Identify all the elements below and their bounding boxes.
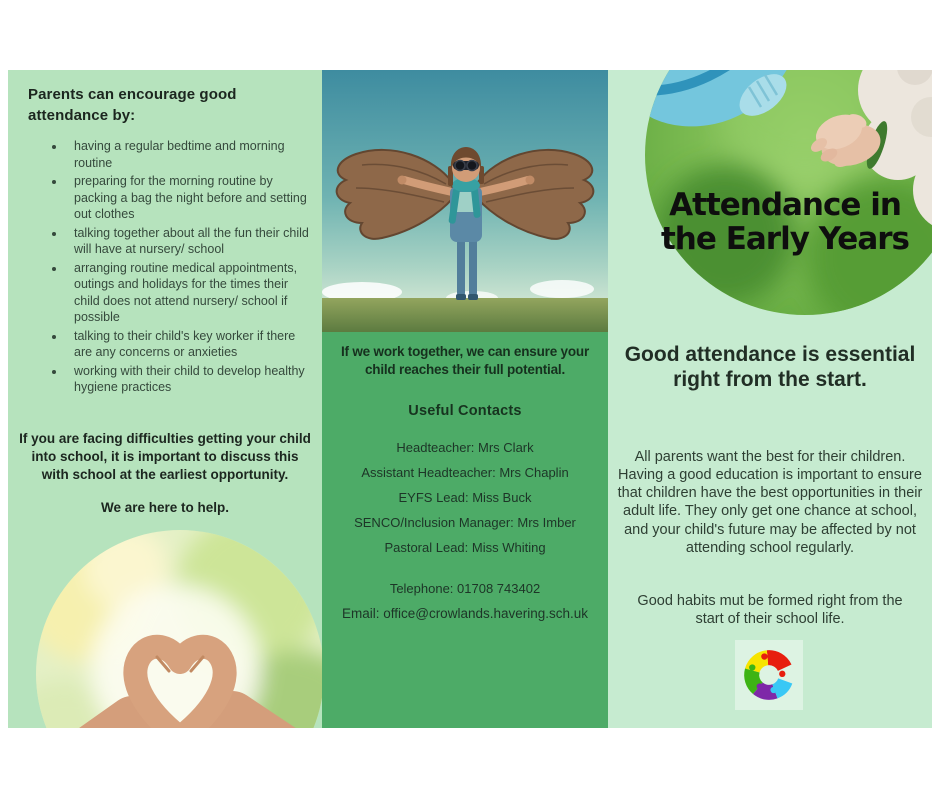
contact-line: SENCO/Inclusion Manager: Mrs Imber bbox=[354, 514, 576, 530]
attendance-tips-list bbox=[66, 138, 314, 396]
puzzle-c-logo bbox=[735, 640, 803, 710]
list-item: • talking together about all the fun their child will have at nursery/ school bbox=[66, 225, 314, 258]
telephone-line: Telephone: 01708 743402 bbox=[389, 580, 541, 596]
brochure-title: Attendance in the Early Years bbox=[660, 187, 909, 258]
middle-panel bbox=[322, 70, 608, 728]
list-item: • arranging routine medical appointments, outings and holidays for the times their child does not attend nursery/ school if possible bbox=[66, 260, 314, 326]
contact-line: Assistant Headteacher: Mrs Chaplin bbox=[361, 464, 569, 480]
message-text: If we work together, we can ensure your child reaches their full potential. bbox=[340, 344, 590, 377]
list-item: • preparing for the morning routine by packing a bag the night before and setting out clothes bbox=[66, 173, 314, 223]
left-panel-heading: Parents can encourage good attendance by: bbox=[28, 86, 237, 124]
email-line: Email: office@crowlands.havering.sch.uk bbox=[341, 605, 589, 621]
left-panel bbox=[8, 70, 322, 728]
contact-line: EYFS Lead: Miss Buck bbox=[398, 489, 532, 505]
list-item: • working with their child to develop healthy hygiene practices bbox=[66, 363, 314, 396]
brochure bbox=[8, 70, 932, 728]
list-item: • having a regular bedtime and morning routine bbox=[66, 138, 314, 171]
body-paragraph: Good habits mut be formed right from the start of their school life. bbox=[637, 593, 903, 628]
contact-line: Headteacher: Mrs Clark bbox=[396, 439, 534, 455]
heart-hands-photo bbox=[36, 530, 322, 728]
list-item: • talking to their child's key worker if there are any concerns or anxieties bbox=[66, 328, 314, 361]
right-panel bbox=[608, 70, 932, 728]
contact-line: Pastoral Lead: Miss Whiting bbox=[384, 539, 546, 555]
help-note: We are here to help. bbox=[100, 500, 230, 516]
contacts-heading: Useful Contacts bbox=[408, 402, 522, 419]
winged-child-photo bbox=[322, 70, 608, 332]
right-panel-heading: Good attendance is essential right from the start. bbox=[624, 343, 916, 392]
body-paragraph: All parents want the best for their children. Having a good education is important to ensure that children have the best opportunities in their adult life. They only get one chance at school, and your child's future may be affected by not attending school regularly. bbox=[617, 449, 923, 556]
difficulties-note: If you are facing difficulties getting your child into school, it is important to discuss this with school at the earliest opportunity. bbox=[19, 430, 311, 482]
